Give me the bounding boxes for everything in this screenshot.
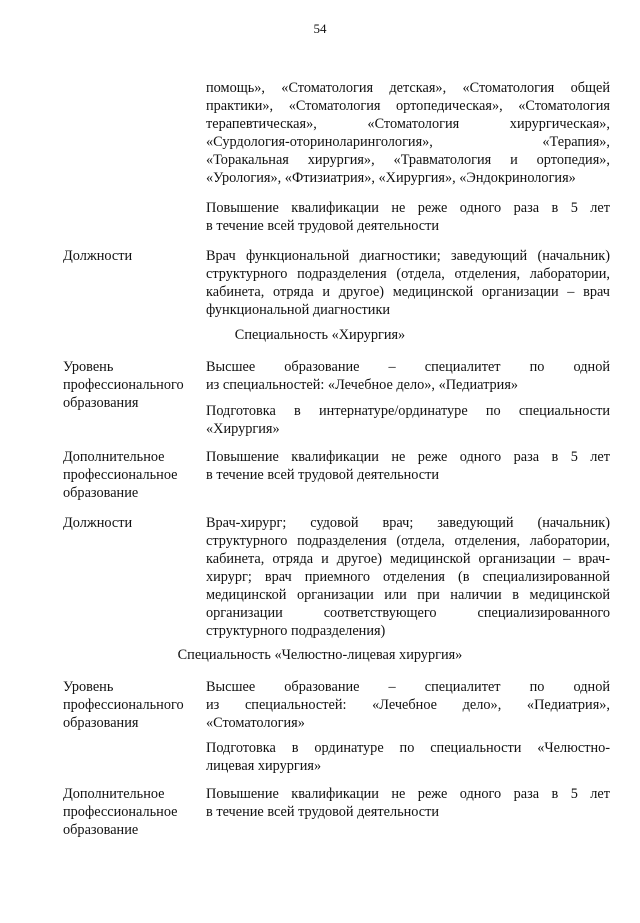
- label-line: Уровень: [63, 359, 114, 375]
- label-line: образование: [63, 485, 139, 501]
- surgery-education-label: [63, 358, 201, 412]
- text-line: практики», «Стоматология ортопедическая», «Стоматология: [206, 98, 610, 114]
- text-line: структурного подразделения (отдела, отделения, лаборатории,: [206, 533, 610, 549]
- text-line: в течение всей трудовой деятельности: [206, 804, 440, 820]
- text-line: «Торакальная хирургия», «Травматология и ортопедия»,: [206, 152, 610, 168]
- positions-text: [206, 247, 610, 319]
- label-line: Должности: [63, 515, 133, 531]
- text-line: Высшее образование – специалитет по одной: [206, 359, 610, 375]
- positions-label: [63, 247, 201, 265]
- label-line: Дополнительное: [63, 786, 165, 802]
- surgery-additional-label: [63, 448, 201, 502]
- label-line: образование: [63, 822, 139, 838]
- text-line: Подготовка в ординатуре по специальности «Челюстно-: [206, 740, 610, 756]
- label-line: образования: [63, 715, 139, 731]
- label-line: Должности: [63, 248, 133, 264]
- surgery-positions-text: [206, 514, 610, 640]
- text-line: в течение всей трудовой деятельности: [206, 467, 440, 483]
- label-line: профессионального: [63, 697, 184, 713]
- surgery-heading: Специальность «Хирургия»: [234, 327, 406, 343]
- label-line: Дополнительное: [63, 449, 165, 465]
- maxillofacial-additional-text: [206, 785, 610, 821]
- text-line: Повышение квалификации не реже одного раза в 5 лет: [206, 200, 610, 216]
- label-line: профессиональное: [63, 467, 178, 483]
- label-line: профессиональное: [63, 804, 178, 820]
- text-line: из специальностей: «Лечебное дело», «Педиатрия»: [206, 377, 519, 393]
- top-qualification-text: [206, 199, 610, 235]
- surgery-education-text: [206, 358, 610, 394]
- maxillofacial-education-label: [63, 678, 201, 732]
- maxillofacial-additional-label: [63, 785, 201, 839]
- label-line: профессионального: [63, 377, 184, 393]
- label-line: Уровень: [63, 679, 114, 695]
- maxillofacial-heading: Специальность «Челюстно-лицевая хирургия»: [177, 647, 463, 663]
- text-line: «Урология», «Фтизиатрия», «Хирургия», «Эндокринология»: [206, 170, 576, 186]
- label-line: образования: [63, 395, 139, 411]
- text-line: функциональной диагностики: [206, 302, 391, 318]
- surgery-positions-label: [63, 514, 201, 532]
- text-line: лицевая хирургия»: [206, 758, 322, 774]
- text-line: Повышение квалификации не реже одного раза в 5 лет: [206, 786, 610, 802]
- surgery-training-text: [206, 402, 610, 438]
- page-number: 54: [313, 21, 327, 36]
- text-line: «Сурдология-оториноларингология», «Терапия»,: [206, 134, 610, 150]
- text-line: Врач функциональной диагностики; заведующий (начальник): [206, 248, 610, 264]
- text-line: «Стоматология»: [206, 715, 305, 731]
- text-line: медицинской организации или при наличии в медицинской: [206, 587, 610, 603]
- text-line: терапевтическая», «Стоматология хирургическая»,: [206, 116, 610, 132]
- text-line: кабинета, отряда и другое) медицинской организации – врач: [206, 284, 610, 300]
- text-line: Подготовка в интернатуре/ординатуре по специальности: [206, 403, 610, 419]
- maxillofacial-training-text: [206, 739, 610, 775]
- text-line: «Хирургия»: [206, 421, 280, 437]
- text-line: структурного подразделения (отдела, отделения, лаборатории,: [206, 266, 610, 282]
- text-line: в течение всей трудовой деятельности: [206, 218, 440, 234]
- text-line: Высшее образование – специалитет по одной: [206, 679, 610, 695]
- text-line: помощь», «Стоматология детская», «Стоматология общей: [206, 80, 610, 96]
- text-line: организации соответствующего специализированного: [206, 605, 610, 621]
- text-line: структурного подразделения): [206, 623, 386, 639]
- text-line: хирург; врач приемного отделения (в специализированной: [206, 569, 610, 585]
- text-line: Повышение квалификации не реже одного раза в 5 лет: [206, 449, 610, 465]
- text-line: из специальностей: «Лечебное дело», «Педиатрия»,: [206, 697, 610, 713]
- maxillofacial-education-text: [206, 678, 610, 732]
- text-line: Врач-хирург; судовой врач; заведующий (начальник): [206, 515, 610, 531]
- top-continuation-specialties: [206, 79, 610, 187]
- text-line: кабинета, отряда и другое) медицинской организации – врач-: [206, 551, 610, 567]
- surgery-additional-text: [206, 448, 610, 484]
